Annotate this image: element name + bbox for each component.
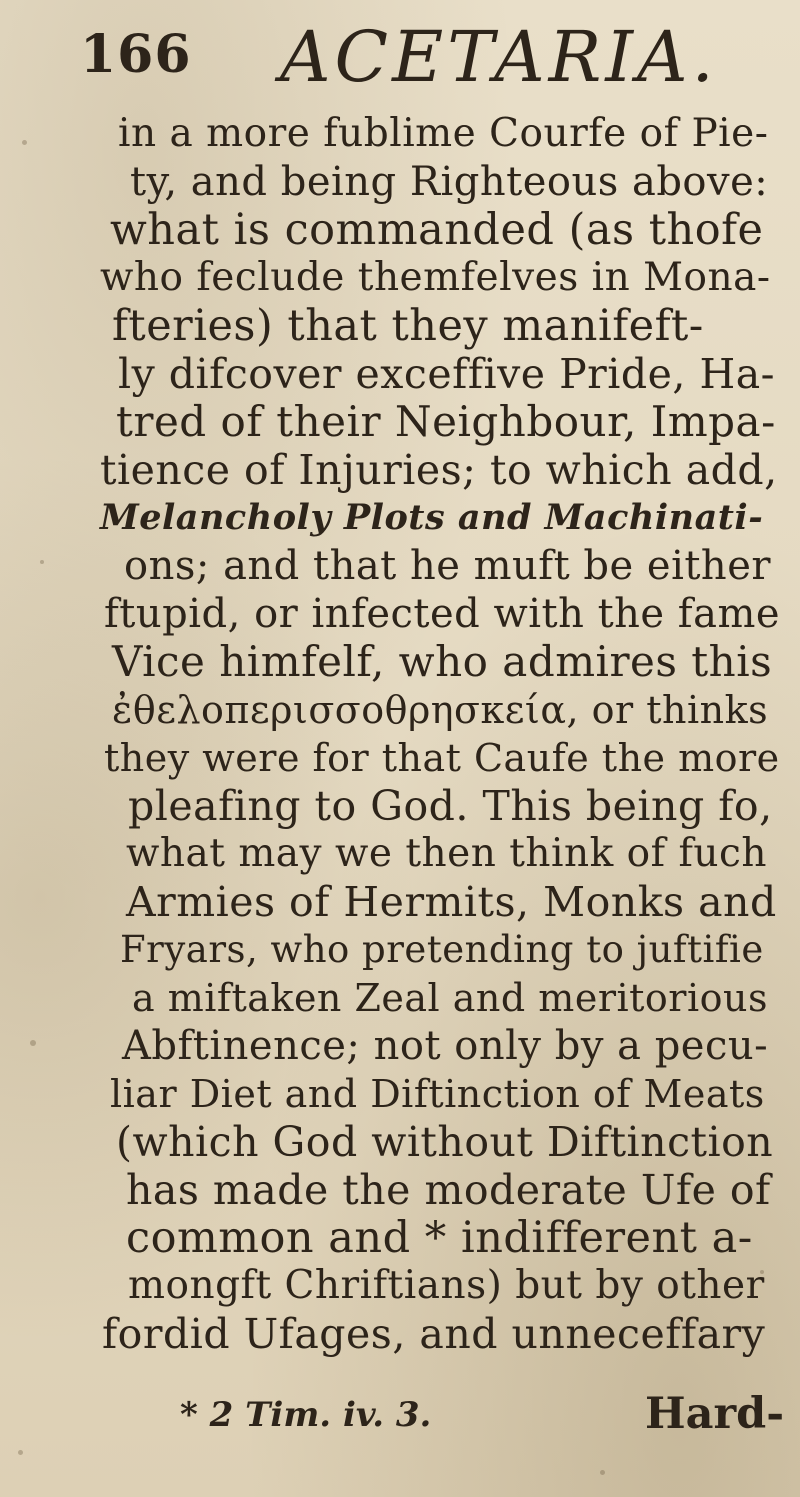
text-line: has made the moderate Ufe of — [126, 1166, 771, 1214]
text-line: (which God without Diftinction — [116, 1118, 774, 1166]
text-line: who feclude themfelves in Mona- — [100, 255, 771, 300]
text-line: they were for that Caufe the more — [104, 736, 780, 780]
paper-speck — [40, 560, 44, 564]
text-line: mongft Chriftians) but by other — [128, 1263, 765, 1308]
text-line: ons; and that he muft be either — [124, 543, 771, 589]
text-line: Abftinence; not only by a pecu- — [122, 1023, 769, 1069]
catchword: Hard- — [645, 1389, 785, 1439]
page-header — [80, 6, 760, 106]
text-line: Vice himfelf, who admires this — [112, 637, 773, 686]
text-line: Melancholy Plots and Machinati- — [100, 497, 764, 538]
text-line: liar Diet and Diftinction of Meats — [110, 1072, 765, 1116]
page-footer — [0, 1389, 800, 1455]
text-line: Armies of Hermits, Monks and — [126, 878, 777, 926]
text-line: ftupid, or infected with the fame — [104, 591, 781, 637]
text-line: tred of their Neighbour, Impa- — [116, 397, 776, 446]
text-line: ty, and being Righteous above: — [130, 159, 769, 205]
paper-speck — [30, 1040, 36, 1046]
text-line: what is commanded (as thofe — [110, 205, 764, 255]
text-line: ly difcover exceffive Pride, Ha- — [118, 350, 776, 398]
text-line: pleafing to God. This being fo, — [128, 782, 773, 830]
text-line: fteries) that they manifeft- — [112, 301, 704, 351]
paper-speck — [22, 140, 27, 145]
page-number: 166 — [80, 24, 192, 85]
text-line: Fryars, who pretending to juftifie — [120, 928, 764, 971]
text-line: a miftaken Zeal and meritorious — [132, 976, 768, 1020]
paper-speck — [600, 1470, 605, 1475]
text-line: in a more fublime Courfe of Pie- — [118, 111, 769, 156]
footnote: * 2 Tim. iv. 3. — [180, 1395, 432, 1435]
text-line: common and * indifferent a- — [126, 1213, 753, 1263]
text-line: tience of Injuries; to which add, — [100, 446, 778, 494]
running-head: ACETARIA. — [280, 16, 718, 98]
text-line: ἐθελοπερισσοθρησκεία, or thinks — [112, 688, 769, 732]
text-line: what may we then think of fuch — [126, 831, 767, 876]
text-line: fordid Ufages, and unneceffary — [102, 1310, 766, 1358]
